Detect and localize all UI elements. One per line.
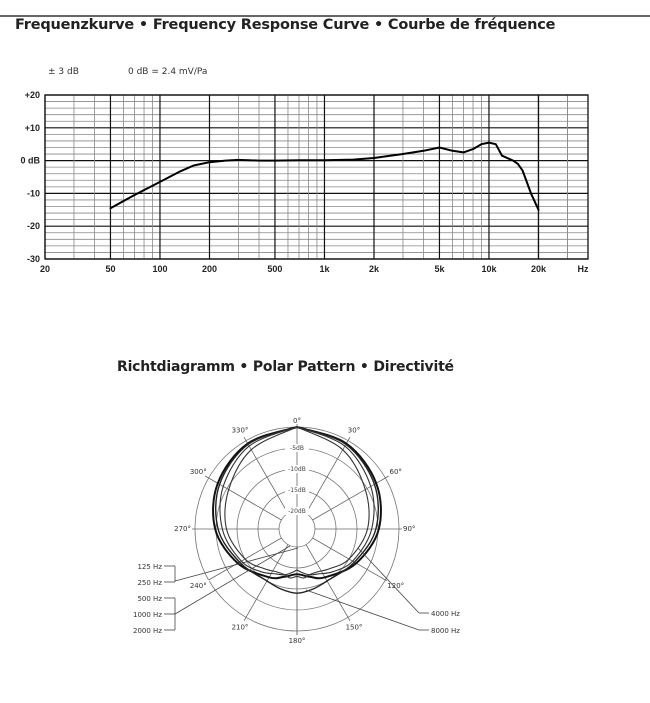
legend-label-left: 1000 Hz: [133, 611, 162, 619]
angle-label: 180°: [288, 637, 306, 645]
angle-label: 240°: [189, 582, 207, 590]
legend-label-left: 250 Hz: [137, 579, 162, 587]
ring-label: -5dB: [290, 445, 304, 452]
y-tick-label: 0 dB: [20, 155, 40, 166]
x-tick-label: 500: [267, 264, 283, 274]
angle-label: 330°: [231, 426, 249, 435]
angle-label: 60°: [389, 468, 402, 476]
legend-label-left: 500 Hz: [137, 595, 162, 603]
angle-label: 300°: [189, 468, 207, 476]
x-tick-label: 50: [105, 264, 116, 274]
y-tick-label: -10: [26, 188, 40, 199]
y-tick-label: -30: [26, 254, 40, 264]
legend-label-left: 125 Hz: [137, 563, 162, 571]
angle-label: 120°: [387, 582, 405, 590]
x-tick-label: 20: [39, 264, 51, 274]
y-tick-label: +20: [24, 90, 40, 100]
x-unit-label: Hz: [577, 264, 589, 274]
ring-label: -15dB: [288, 487, 306, 494]
angle-label: 150°: [345, 623, 363, 632]
x-tick-label: 100: [152, 264, 168, 274]
frequency-response-title: Frequenzkurve • Frequency Response Curve • Courbe de fréquence: [15, 17, 556, 33]
y-tick-label: -20: [26, 221, 40, 232]
angle-label: 270°: [174, 525, 191, 533]
angle-label: 0°: [293, 417, 301, 425]
polar-pattern-title: Richtdiagramm • Polar Pattern • Directivité: [117, 359, 454, 375]
tolerance-note: ± 3 dB: [48, 67, 79, 77]
sensitivity-note: 0 dB = 2.4 mV/Pa: [128, 67, 208, 77]
x-tick-label: 2k: [368, 264, 379, 274]
x-tick-label: 20k: [530, 264, 546, 274]
ring-label: -10dB: [288, 466, 306, 473]
x-tick-label: 5k: [434, 264, 445, 274]
legend-label-right: 8000 Hz: [431, 627, 460, 635]
y-tick-label: +10: [24, 122, 40, 133]
angle-label: 90°: [403, 525, 416, 533]
x-tick-label: 1k: [319, 264, 330, 274]
legend-leader-line: [175, 548, 298, 581]
ring-label: -20dB: [288, 508, 306, 515]
legend-label-left: 2000 Hz: [133, 627, 162, 635]
x-tick-label: 10k: [481, 264, 497, 274]
legend-label-right: 4000 Hz: [431, 610, 460, 618]
angle-label: 30°: [347, 426, 361, 435]
angle-label: 210°: [231, 623, 249, 632]
x-tick-label: 200: [201, 264, 218, 274]
